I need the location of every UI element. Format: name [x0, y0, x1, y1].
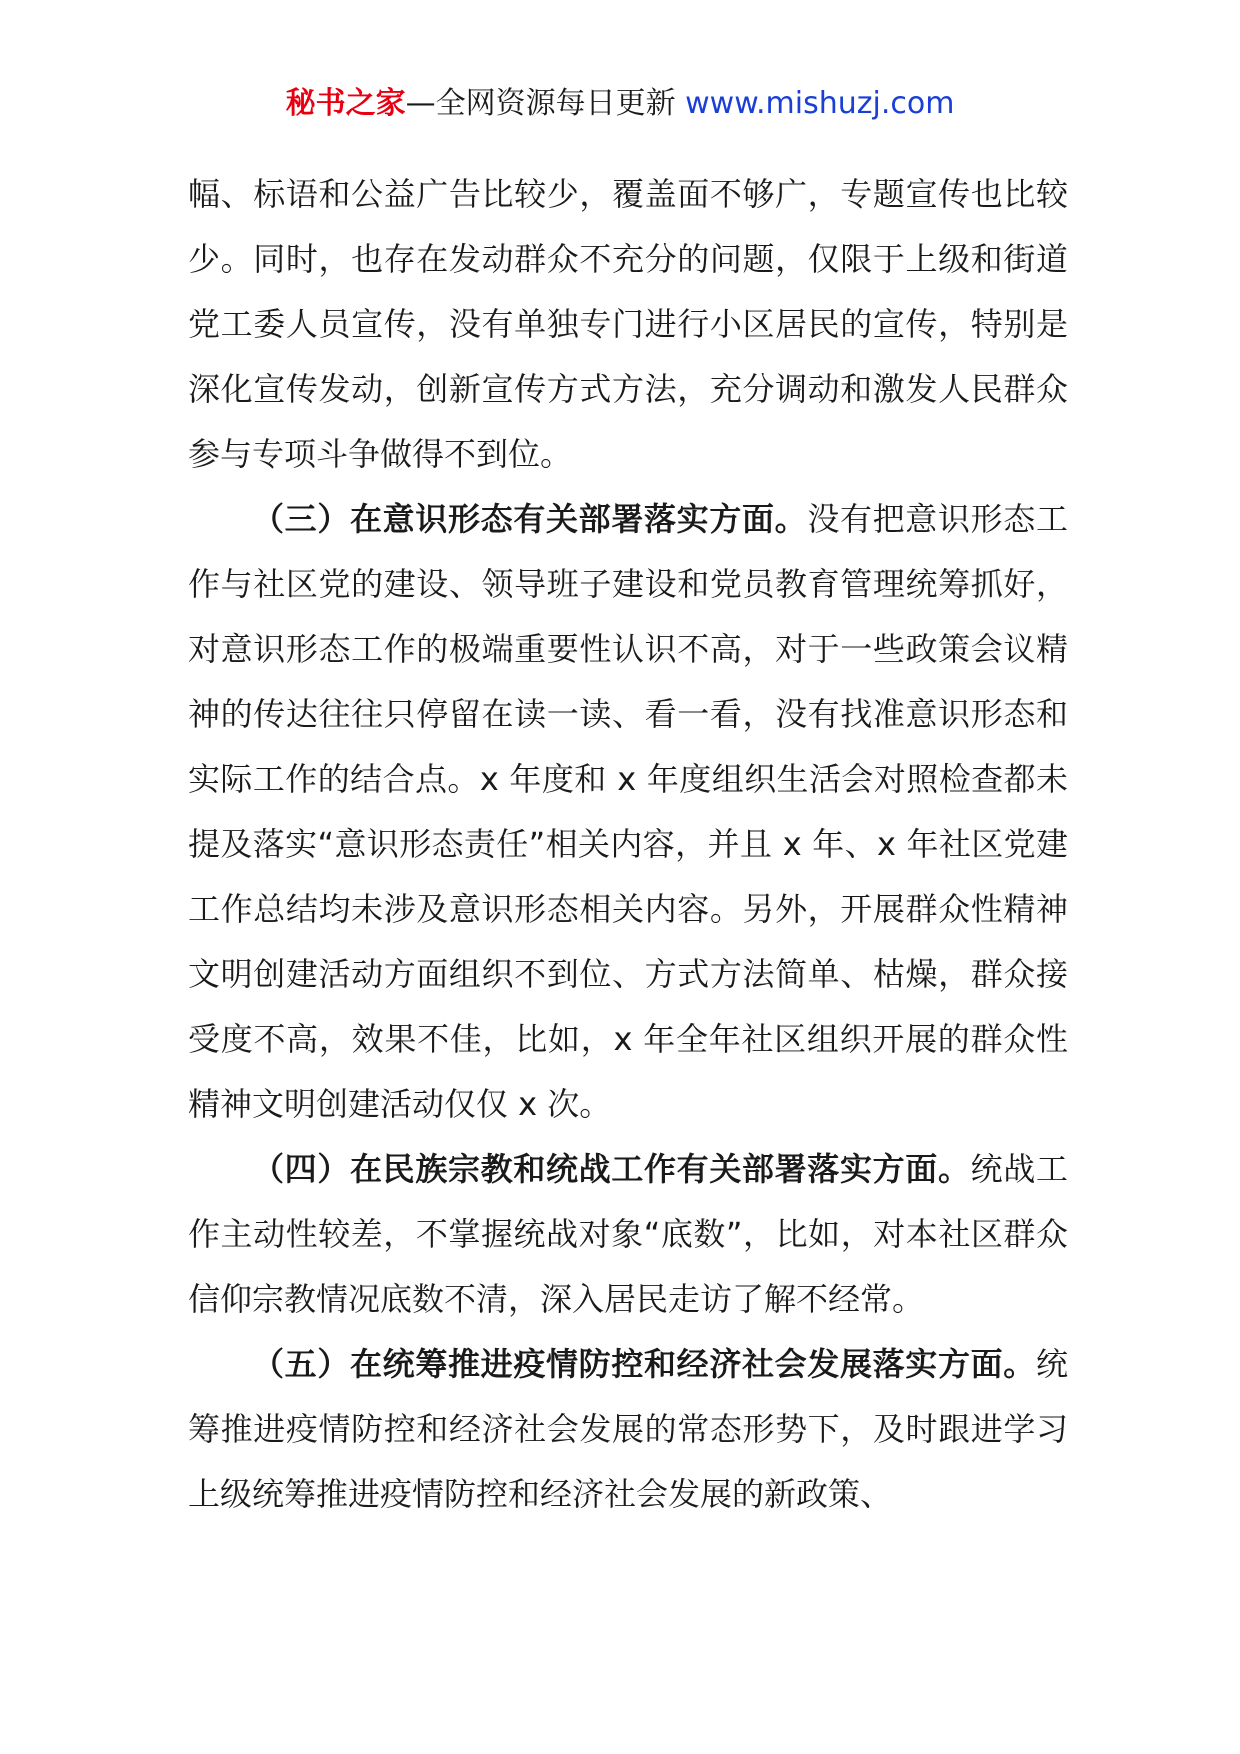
paragraph-text: 统筹推进疫情防控和经济社会发展的常态形势下，及时跟进学习上级统筹推进疫情防控和经济社会发展的新政策、 [188, 1345, 1068, 1513]
paragraph-section-3 [188, 487, 1068, 1137]
document-body [188, 162, 1068, 1527]
header-brand: 秘书之家 [285, 86, 406, 121]
section-heading: （四）在民族宗教和统战工作有关部署落实方面。 [252, 1150, 971, 1188]
page-header [0, 84, 1240, 124]
section-heading: （三）在意识形态有关部署落实方面。 [252, 500, 808, 538]
section-heading: （五）在统筹推进疫情防控和经济社会发展落实方面。 [252, 1345, 1036, 1383]
header-url[interactable]: www.mishuzj.com [685, 86, 955, 121]
paragraph-section-5 [188, 1332, 1068, 1527]
paragraph-text: 幅、标语和公益广告比较少，覆盖面不够广，专题宣传也比较少。同时，也存在发动群众不充分的问题，仅限于上级和街道党工委人员宣传，没有单独专门进行小区居民的宣传，特别是深化宣传发动，创新宣传方式方法，充分调动和激发人民群众参与专项斗争做得不到位。 [188, 175, 1068, 473]
paragraph-continuation [188, 162, 1068, 487]
paragraph-text: 没有把意识形态工作与社区党的建设、领导班子建设和党员教育管理统筹抓好，对意识形态工作的极端重要性认识不高，对于一些政策会议精神的传达往往只停留在读一读、看一看，没有找准意识形态和实际工作的结合点。x 年度和 x 年度组织生活会对照检查都未提及落实“意识形态责任”相关内容，并且 x 年、x 年社区党建工作总结均未涉及意识形态相关内容。另外，开展群众性精神文明创建活动方面组织不到位、方式方法简单、枯燥，群众接受度不高，效果不佳，比如，x 年全年社区组织开展的群众性精神文明创建活动仅仅 x 次。 [188, 500, 1068, 1123]
header-tagline: —全网资源每日更新 [405, 86, 676, 121]
paragraph-text: 统战工作主动性较差，不掌握统战对象“底数”，比如，对本社区群众信仰宗教情况底数不清，深入居民走访了解不经常。 [188, 1150, 1068, 1318]
paragraph-section-4 [188, 1137, 1068, 1332]
